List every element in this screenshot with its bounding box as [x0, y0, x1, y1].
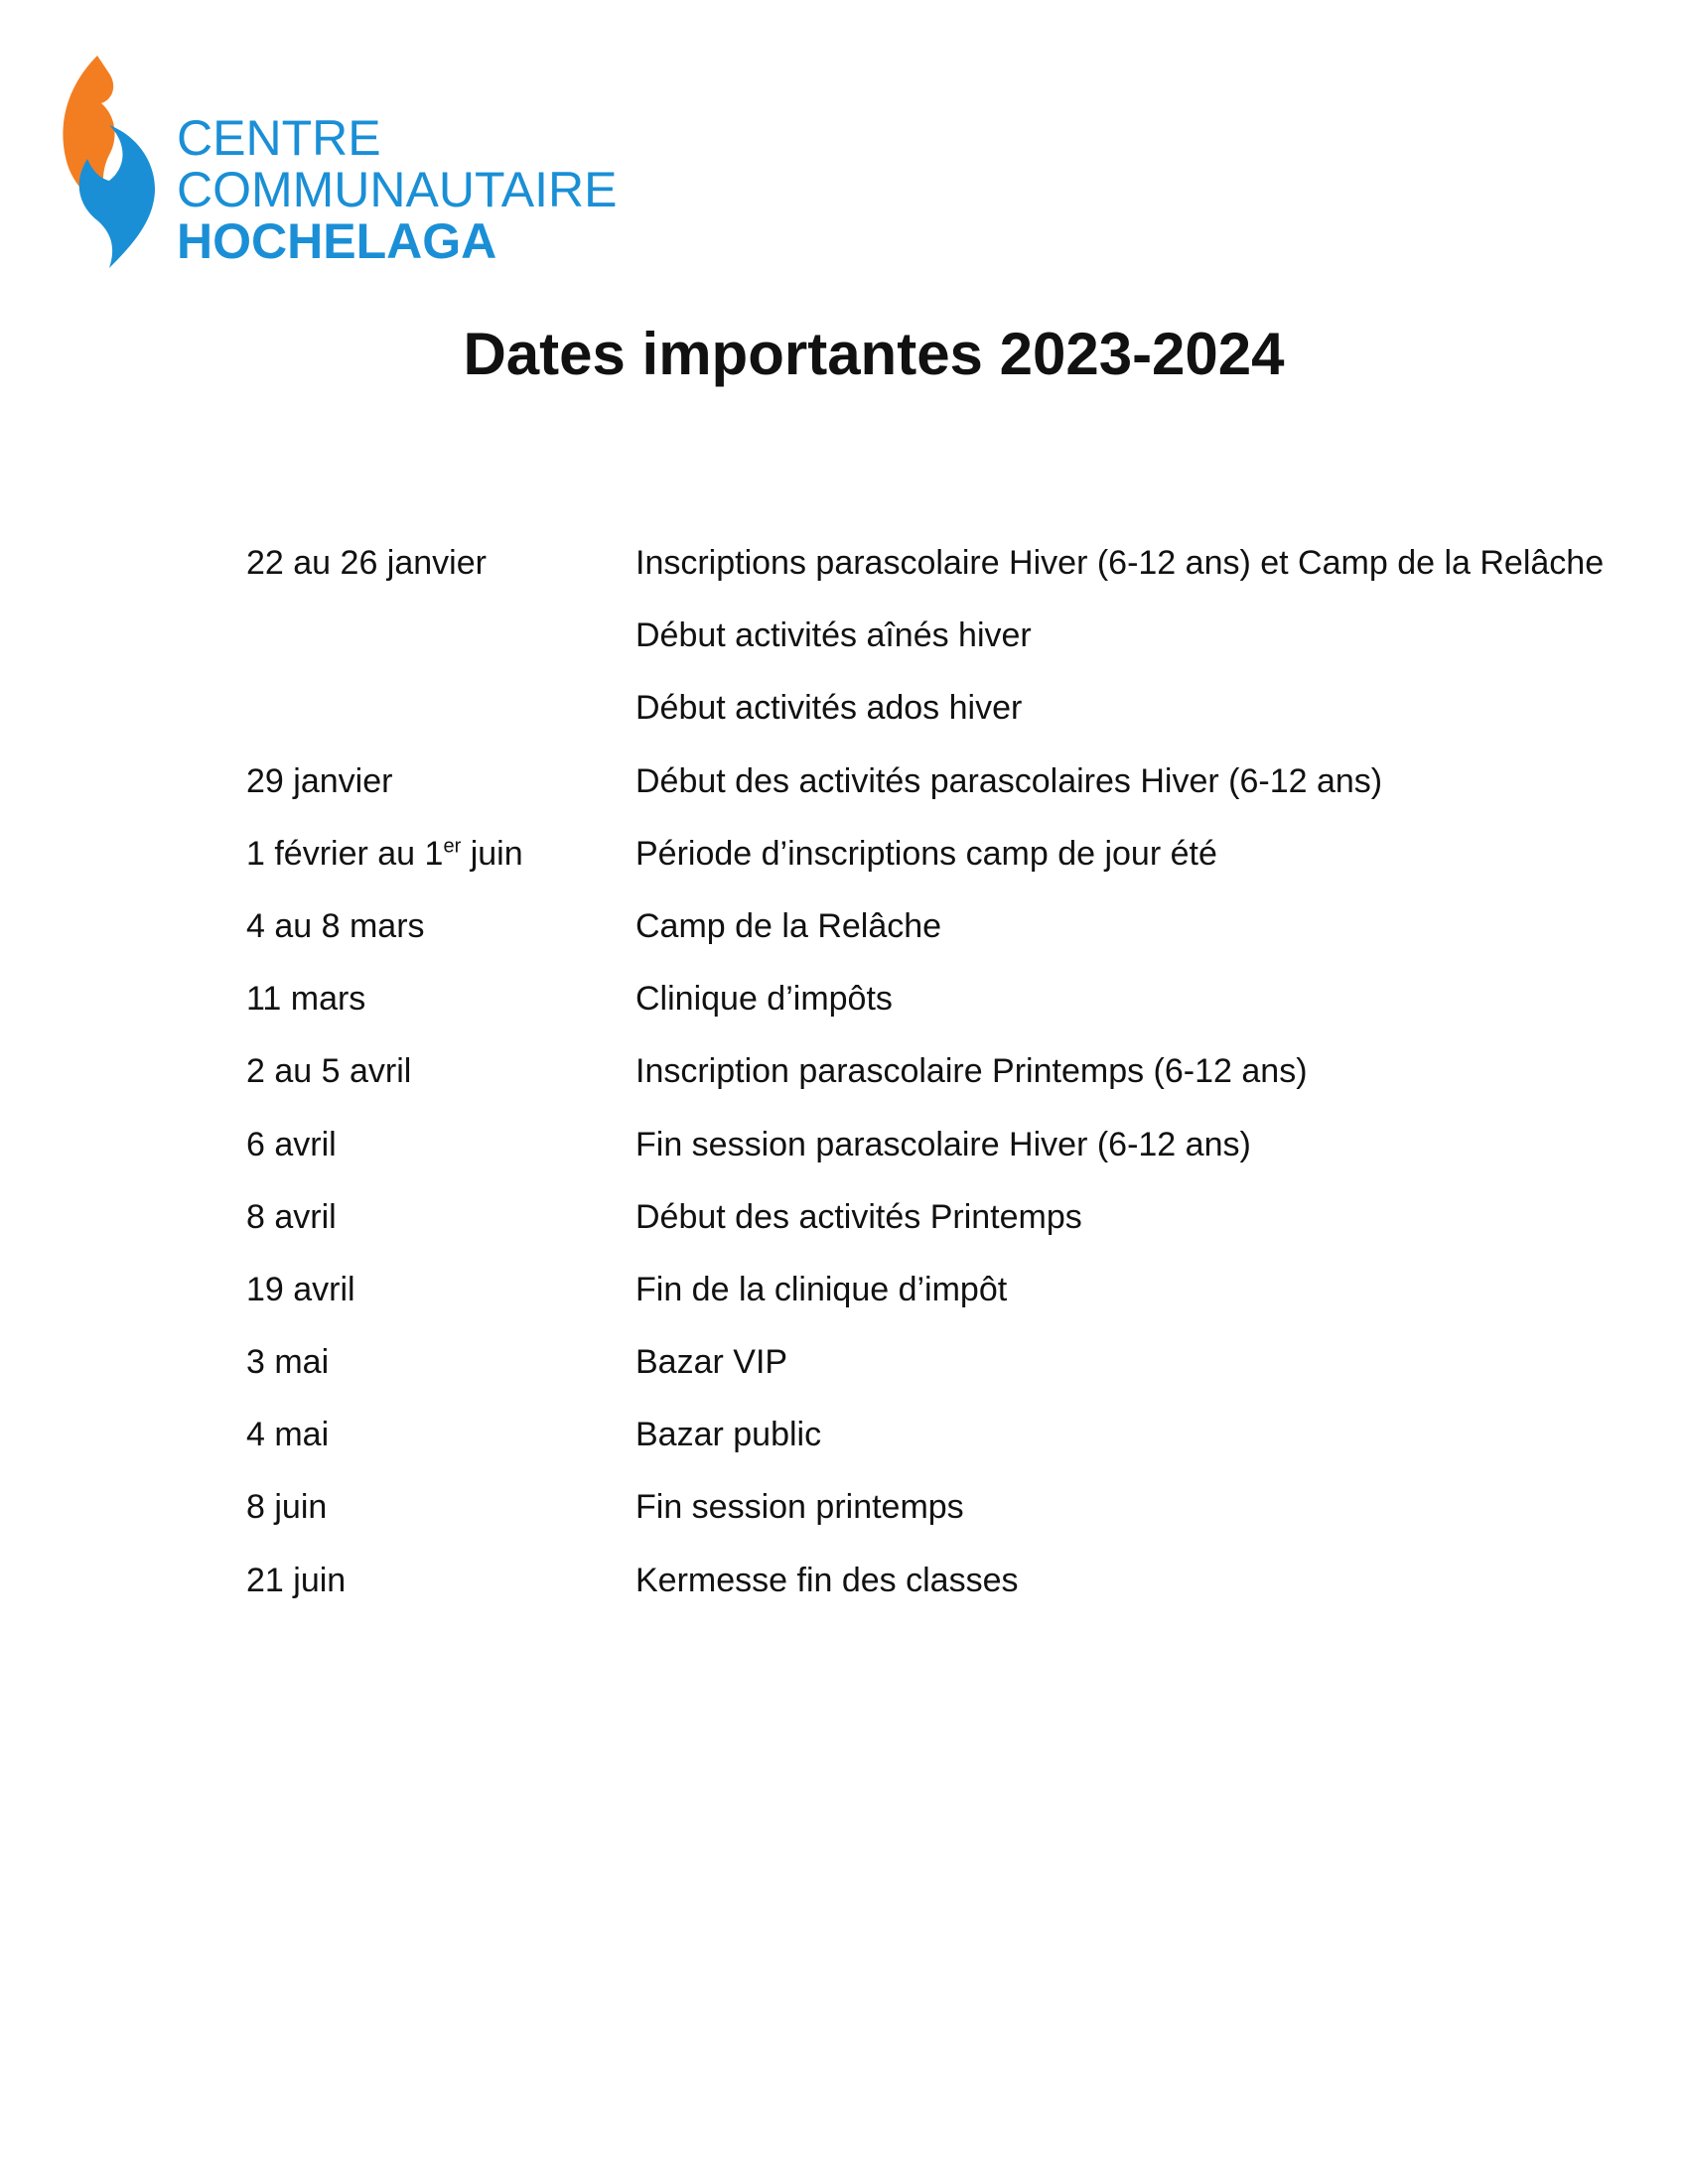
event-cell: Début des activités Printemps — [635, 1197, 1082, 1236]
date-cell: 29 janvier — [246, 761, 393, 800]
table-row — [246, 1126, 1676, 1198]
table-row — [246, 544, 1676, 616]
date-cell: 11 mars — [246, 980, 366, 1019]
date-cell: 4 mai — [246, 1416, 330, 1454]
event-cell: Fin de la clinique d’impôt — [635, 1270, 1008, 1308]
date-cell: 8 avril — [246, 1197, 337, 1236]
table-row — [246, 1416, 1676, 1488]
table-row — [246, 1343, 1676, 1416]
date-suffix: juin — [461, 834, 523, 873]
table-row — [246, 762, 1676, 835]
date-cell: 6 avril — [246, 1125, 337, 1163]
event-cell: Début activités ados hiver — [635, 689, 1023, 728]
event-cell: Bazar VIP — [635, 1343, 788, 1382]
date-prefix: 1 février au 1 — [246, 834, 444, 873]
date-cell: 8 juin — [246, 1488, 328, 1527]
event-cell: Kermesse fin des classes — [635, 1561, 1019, 1599]
logo-line-hochelaga: HOCHELAGA — [177, 213, 497, 269]
table-row — [246, 835, 1676, 907]
table-row — [246, 907, 1676, 980]
table-row — [246, 1052, 1676, 1125]
table-row — [246, 1488, 1676, 1561]
date-cell: 22 au 26 janvier — [246, 544, 487, 582]
table-row — [246, 1198, 1676, 1271]
event-cell: Période d’inscriptions camp de jour été — [635, 834, 1217, 873]
organization-logo — [58, 56, 618, 269]
table-row — [246, 1271, 1676, 1343]
table-row — [246, 689, 1676, 761]
event-cell: Clinique d’impôts — [635, 980, 893, 1019]
event-cell: Camp de la Relâche — [635, 906, 942, 945]
event-cell: Début des activités parascolaires Hiver (6-12 ans) — [635, 761, 1383, 800]
logo-line-centre: CENTRE — [177, 110, 381, 166]
date-superscript: er — [443, 835, 462, 858]
event-cell: Bazar public — [635, 1416, 822, 1454]
logo-text — [177, 110, 618, 269]
event-cell: Inscriptions parascolaire Hiver (6-12 ans) et Camp de la Relâche — [635, 544, 1605, 582]
date-cell: 21 juin — [246, 1561, 347, 1599]
event-cell: Fin session parascolaire Hiver (6-12 ans) — [635, 1125, 1251, 1163]
table-row — [246, 1562, 1676, 1634]
table-row — [246, 980, 1676, 1052]
event-cell: Début activités aînés hiver — [635, 616, 1032, 655]
flame-icon — [58, 56, 167, 268]
table-row — [246, 616, 1676, 689]
date-cell: 2 au 5 avril — [246, 1052, 412, 1091]
dates-table — [246, 544, 1676, 1634]
event-cell: Inscription parascolaire Printemps (6-12 ans) — [635, 1052, 1308, 1091]
date-cell: 3 mai — [246, 1343, 330, 1382]
date-cell: 19 avril — [246, 1270, 355, 1308]
page-title: Dates importantes 2023-2024 — [463, 321, 1285, 387]
date-cell — [246, 835, 523, 874]
date-cell: 4 au 8 mars — [246, 906, 425, 945]
logo-line-communautaire: COMMUNAUTAIRE — [177, 162, 618, 217]
event-cell: Fin session printemps — [635, 1488, 964, 1527]
